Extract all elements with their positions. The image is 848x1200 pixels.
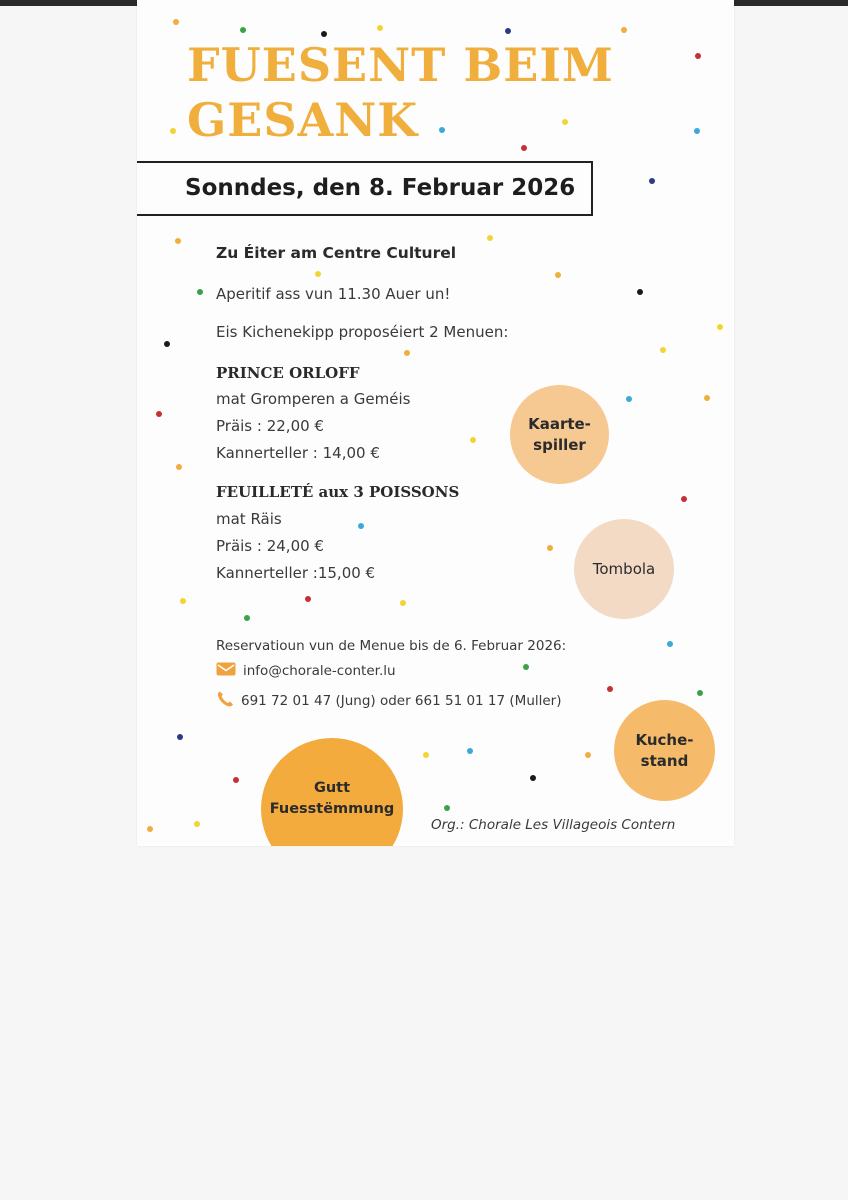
phone-icon [216,690,234,712]
confetti-dot [194,821,200,827]
title-line-1: FUESENT BEIM [187,38,614,92]
badge-tombola [574,519,674,619]
confetti-dot [197,289,203,295]
confetti-dot [170,128,176,134]
confetti-dot [147,826,153,832]
confetti-dot [377,25,383,31]
location: Zu Éiter am Centre Culturel [216,244,457,262]
menu-2-name: FEUILLETÉ aux 3 POISSONS [216,483,460,501]
confetti-dot [717,324,723,330]
confetti-dot [487,235,493,241]
confetti-dot [176,464,182,470]
confetti-dot [695,53,701,59]
confetti-dot [240,27,246,33]
confetti-dot [164,341,170,347]
confetti-dot [321,31,327,37]
badge-gutt-fuesstemmung [261,738,403,846]
confetti-dot [444,805,450,811]
aperitif: Aperitif ass vun 11.30 Auer un! [216,285,451,303]
confetti-dot [315,271,321,277]
confetti-dot [637,289,643,295]
confetti-dot [467,748,473,754]
confetti-dot [649,178,655,184]
confetti-dot [547,545,553,551]
menus-intro: Eis Kichenekipp proposéiert 2 Menuen: [216,323,509,341]
reservation-email[interactable]: info@chorale-conter.lu [243,663,396,679]
confetti-dot [694,128,700,134]
badge-kuche-l1: Kuche- [635,730,694,749]
confetti-dot [626,396,632,402]
menu-1-price: Präis : 22,00 € [216,417,324,435]
confetti-dot [423,752,429,758]
confetti-dot [523,664,529,670]
confetti-dot [621,27,627,33]
confetti-dot [177,734,183,740]
reservation-email-row [216,662,396,680]
reservation-phone-row [216,690,562,712]
confetti-dot [400,600,406,606]
envelope-icon [216,662,236,680]
menu-2-price: Präis : 24,00 € [216,537,324,555]
menu-1-side: mat Gromperen a Geméis [216,390,411,408]
flyer-title [187,38,614,148]
title-line-2: GESANK [187,93,419,147]
flyer [137,0,734,846]
confetti-dot [660,347,666,353]
organizer: Org.: Chorale Les Villageois Contern [431,817,676,833]
confetti-dot [681,496,687,502]
menu-2-side: mat Räis [216,510,282,528]
confetti-dot [585,752,591,758]
menu-1-kids-price: Kannerteller : 14,00 € [216,444,380,462]
event-date: Sonndes, den 8. Februar 2026 [137,161,593,216]
confetti-dot [470,437,476,443]
badge-kaartespiller [510,385,609,484]
confetti-dot [305,596,311,602]
badge-gutt-l2: Fuesstëmmung [269,801,395,817]
badge-kuche-l2: stand [640,751,689,770]
confetti-dot [404,350,410,356]
confetti-dot [175,238,181,244]
confetti-dot [244,615,250,621]
reservation-text: Reservatioun vun de Menue bis de 6. Februar 2026: [216,638,567,654]
confetti-dot [180,598,186,604]
confetti-dot [530,775,536,781]
confetti-dot [704,395,710,401]
badge-gutt-l1: Gutt [313,780,351,796]
menu-1-name: PRINCE ORLOFF [216,364,360,382]
badge-tombola-label: Tombola [592,559,656,578]
badge-kuchestand [614,700,715,801]
confetti-dot [555,272,561,278]
confetti-dot [697,690,703,696]
badge-karte-l1: Kaarte- [528,414,591,433]
confetti-dot [667,641,673,647]
confetti-dot [156,411,162,417]
confetti-dot [233,777,239,783]
confetti-dot [505,28,511,34]
badge-karte-l2: spiller [533,435,586,454]
confetti-dot [358,523,364,529]
reservation-phone: 691 72 01 47 (Jung) oder 661 51 01 17 (Muller) [241,693,562,709]
confetti-dot [607,686,613,692]
menu-2-kids-price: Kannerteller :15,00 € [216,564,376,582]
confetti-dot [173,19,179,25]
